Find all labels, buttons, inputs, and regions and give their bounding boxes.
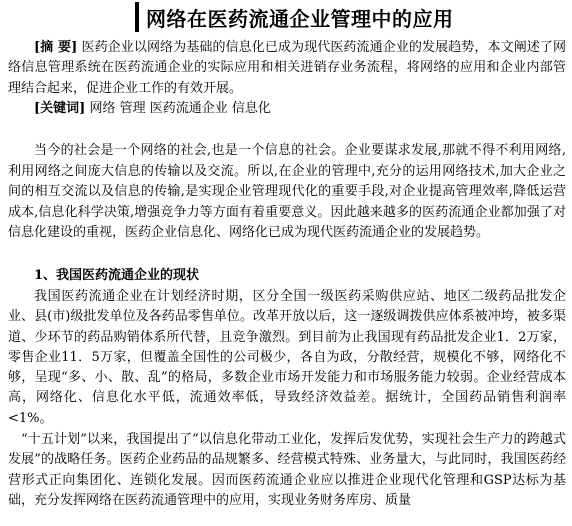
status-paragraph: 我国医药流通企业在计划经济时期，区分全国一级医药采购供应站、地区二级药品批发企业、县(市)级批发单位及各药品零售单位。改革开放以后，这一逐级调拨供应体系被冲垮，被多渠道、少环节的药品购销体系所代替，且竞争激烈。到目前为止我国现有药品批发企业1．2万家，零售企业11．5万家，但覆盖全国性的公司极少，各自为政，分散经营，规模化不够，网络化不够，呈现“多、小、散、乱”的格局，多数企业市场开发能力和市场服务能力较弱。企业经营成本高，网络化、信息化水平低，流通效率低，导致经济效益差。据统计，全国药品销售利润率<1%。	[8, 289, 566, 426]
abstract	[8, 38, 566, 99]
keywords-text: 网络 管理 医药流通企业 信息化	[89, 101, 271, 116]
section-heading: 1、我国医药流通企业的现状	[34, 268, 200, 283]
plan-paragraph: “十五计划”以来，我国提出了“以信息化带动工业化，发挥后发优势，实现社会生产力的跨越式发展”的战略任务。医药企业药品的品规繁多、经营模式特殊、业务量大，与此同时，我国医药经营形式正向集团化、连锁化发展。因而医药流通企业应以推进企业现代化管理和GSP达标为基础，充分发挥网络在医药流通管理中的应用，实现业务财务库房、质量	[8, 432, 566, 508]
intro-paragraph: 当今的社会是一个网络的社会,也是一个信息的社会。企业要谋求发展,那就不得不利用网络,利用网络之间庞大信息的传输以及交流。所以,在企业的管理中,充分的运用网络技术,加大企业之间的相互交流以及信息的传输,是实现企业管理现代化的重要手段,对企业提高管理效率,降低运营成本,信息化科学决策,增强竞争力等方面有着重要意义。因此越来越多的医药流通企业都加强了对信息化建设的重视，医药企业信息化、网络化已成为现代医药流通企业的发展趋势。	[8, 143, 566, 240]
keywords-label: [关键词]	[34, 101, 86, 116]
page-title: 网络在医药流通企业管理中的应用	[146, 7, 454, 31]
abstract-text: 医药企业以网络为基础的信息化已成为现代医药流通企业的发展趋势，本文阐述了网络信息管理系统在医药流通企业的实际应用和相关进销存业务流程，将网络的应用和企业内部管理结合起来，促进企业工作的有效开展。	[8, 40, 566, 96]
abstract-label: [摘 要]	[34, 40, 78, 55]
title-rule	[135, 2, 139, 32]
keywords	[8, 99, 566, 119]
